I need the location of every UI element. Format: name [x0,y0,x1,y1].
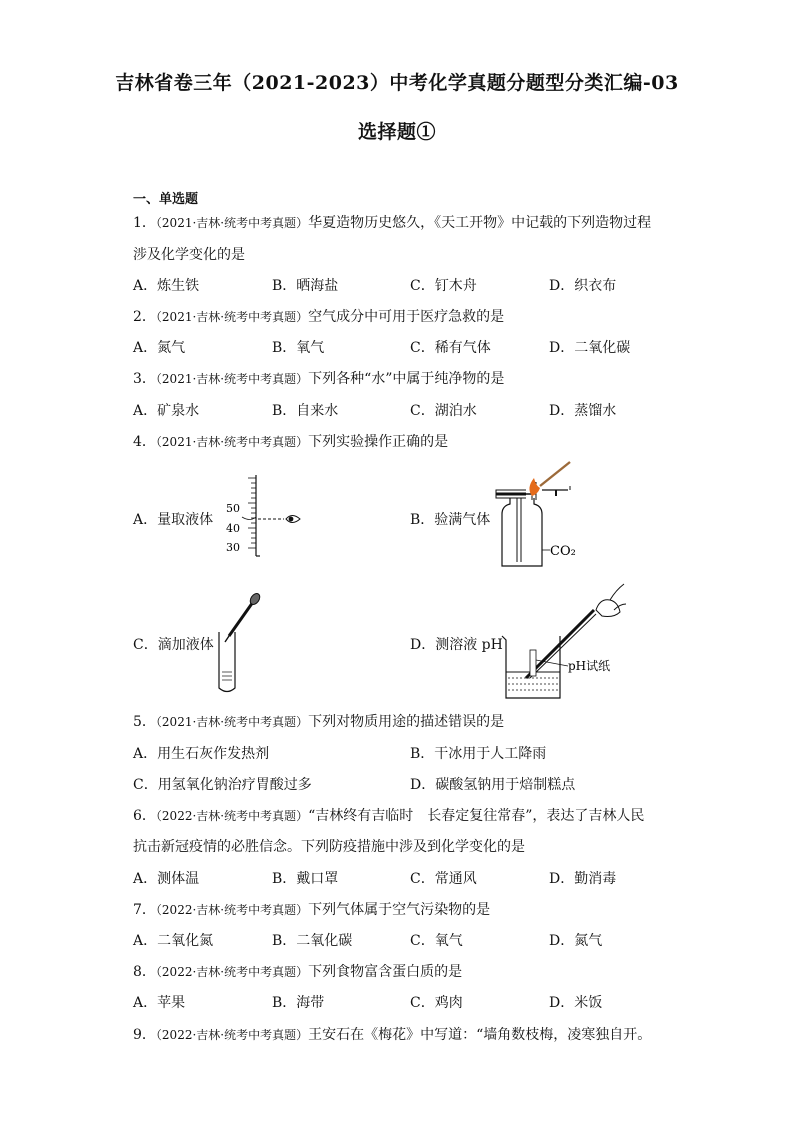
q1-option-b[interactable]: B．晒海盐 [272,278,339,294]
q3-option-d[interactable]: D．蒸馏水 [549,403,617,419]
q5-option-d[interactable]: D．碳酸氢钠用于焙制糕点 [410,777,576,793]
q1-option-a[interactable]: A．炼生铁 [133,278,200,294]
q2-option-c[interactable]: C．稀有气体 [410,340,491,356]
q5-option-a[interactable]: A．用生石灰作发热剂 [133,746,270,762]
question-6-stem-cont: 抗击新冠疫情的必胜信念。下列防疫措施中涉及到化学变化的是 [133,839,525,855]
q3-option-b[interactable]: B．自来水 [272,403,339,419]
question-8-stem: 8．（2022·吉林·统考中考真题）下列食物富含蛋白质的是 [133,964,463,980]
q6-option-c[interactable]: C．常通风 [410,871,477,887]
ph-test-figure [496,580,646,704]
question-1-stem-cont: 涉及化学变化的是 [133,247,245,263]
q5-option-c[interactable]: C．用氢氧化钠治疗胃酸过多 [133,777,312,793]
q7-option-c[interactable]: C．氧气 [410,933,463,949]
q8-option-b[interactable]: B．海带 [272,995,325,1011]
q4-option-d[interactable]: D．测溶液 pH [410,637,503,653]
question-7-stem: 7．（2022·吉林·统考中考真题）下列气体属于空气污染物的是 [133,902,491,918]
q5-option-b[interactable]: B．干冰用于人工降雨 [410,746,547,762]
document-subtitle: 选择题① [357,121,436,143]
q2-option-b[interactable]: B．氧气 [272,340,325,356]
q2-option-d[interactable]: D．二氧化碳 [549,340,631,356]
q4-option-c[interactable]: C．滴加液体 [133,637,214,653]
cylinder-figure [220,472,310,562]
hand-icon [596,584,626,617]
dropper-figure [215,592,275,696]
q4-option-b[interactable]: B．验满气体 [410,512,491,528]
q7-option-d[interactable]: D．氮气 [549,933,603,949]
q3-option-a[interactable]: A．矿泉水 [133,403,200,419]
q6-option-b[interactable]: B．戴口罩 [272,871,339,887]
q6-option-a[interactable]: A．测体温 [133,871,200,887]
question-1-stem: 1．（2021·吉林·统考中考真题）华夏造物历史悠久，《天工开物》中记载的下列造物过程 [133,215,652,231]
q8-option-c[interactable]: C．鸡肉 [410,995,463,1011]
cylinder-tick-30: 30 [226,541,240,554]
question-4-stem: 4．（2021·吉林·统考中考真题）下列实验操作正确的是 [133,434,449,450]
question-2-stem: 2．（2021·吉林·统考中考真题）空气成分中可用于医疗急救的是 [133,309,505,325]
cylinder-tick-40: 40 [226,522,240,535]
gas-label: CO₂ [550,544,576,559]
q8-option-a[interactable]: A．苹果 [133,995,186,1011]
q4-option-a[interactable]: A．量取液体 [133,512,214,528]
q1-option-d[interactable]: D．织衣布 [549,278,617,294]
q7-option-b[interactable]: B．二氧化碳 [272,933,353,949]
q6-option-d[interactable]: D．勤消毒 [549,871,617,887]
question-5-stem: 5．（2021·吉林·统考中考真题）下列对物质用途的描述错误的是 [133,714,505,730]
q1-option-c[interactable]: C．钉木舟 [410,278,477,294]
gas-bottle-figure [496,460,606,572]
q8-option-d[interactable]: D．米饭 [549,995,603,1011]
q2-option-a[interactable]: A．氮气 [133,340,186,356]
q3-option-c[interactable]: C．湖泊水 [410,403,477,419]
flame-icon [529,478,540,496]
ph-paper-label: pH试纸 [568,659,611,673]
eye-icon [286,516,300,523]
question-6-stem: 6．（2022·吉林·统考中考真题）“吉林终有吉临时 长春定复往常春”，表达了吉林人民 [133,808,645,824]
question-3-stem: 3．（2021·吉林·统考中考真题）下列各种“水”中属于纯净物的是 [133,371,505,387]
document-title: 吉林省卷三年（2021-2023）中考化学真题分题型分类汇编-03 [115,72,679,94]
section-heading: 一、单选题 [133,192,199,207]
q7-option-a[interactable]: A．二氧化氮 [133,933,214,949]
cylinder-tick-50: 50 [226,502,240,515]
question-9-stem: 9．（2022·吉林·统考中考真题）王安石在《梅花》中写道：“墙角数枝梅，凌寒独自开。 [133,1027,652,1043]
